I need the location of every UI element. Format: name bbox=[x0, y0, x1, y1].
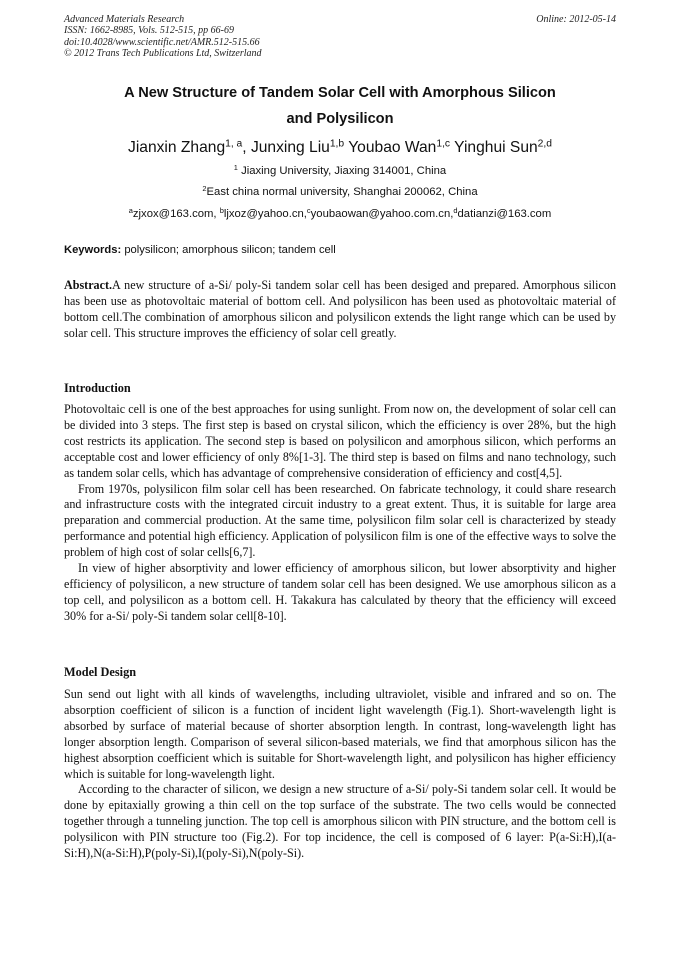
author-name: Yinghui Sun bbox=[454, 139, 538, 156]
online-date: Online: 2012-05-14 bbox=[536, 14, 616, 25]
paragraph: Photovoltaic cell is one of the best approaches for using sunlight. From now on, the development of solar cell can be divided into 3 steps. The first step is based on crystal silicon, which the efficiency is over 28%, but the high cost restricts its application. The second step is based on polysilicon and amorphous silicon, which performs an acceptable cost and lower efficiency of only 8%[1-3]. The third step is based on films and nano technology, such as tandem solar cells, which has advantage of comprehensive consideration of efficiency and cost[4,5]. bbox=[64, 402, 616, 480]
author-affiliation-mark: 1,c bbox=[436, 138, 451, 150]
email-mark: c bbox=[306, 205, 311, 215]
author-list: Jianxin Zhang$^{1, a}$, Junxing Liu$^{1,b}$ Youbao Wan$^{1,c}$ Yinghui Sun$^{2,d}$ bbox=[128, 138, 552, 156]
author-name: Youbao Wan bbox=[348, 139, 437, 156]
affiliation-2 bbox=[64, 185, 616, 200]
author-affiliation-mark: 2,d bbox=[537, 138, 552, 150]
introduction-body bbox=[64, 402, 616, 625]
affiliation-mark: 2 bbox=[202, 183, 207, 193]
email-address: datianzi@163.com bbox=[457, 208, 552, 220]
copyright-line: © 2012 Trans Tech Publications Ltd, Switzerland bbox=[64, 48, 262, 60]
affiliation-text: Jiaxing University, Jiaxing 314001, China bbox=[241, 165, 447, 177]
title-line-1: A New Structure of Tandem Solar Cell with Amorphous Silicon bbox=[124, 85, 556, 101]
keywords-text: polysilicon; amorphous silicon; tandem cell bbox=[124, 244, 336, 256]
abstract-label: Abstract. bbox=[64, 278, 113, 292]
affiliation-mark: 1 bbox=[233, 162, 238, 172]
email-address: zjxox@163.com, bbox=[132, 208, 217, 220]
affiliation-text: East china normal university, Shanghai 200062, China bbox=[206, 186, 478, 198]
email-address: youbaowan@yahoo.com.cn, bbox=[310, 208, 454, 220]
abstract bbox=[64, 278, 616, 342]
email-mark: b bbox=[219, 205, 224, 215]
section-heading-model-design: Model Design bbox=[64, 665, 137, 679]
paragraph: In view of higher absorptivity and lower efficiency of amorphous silicon, but lower absorptivity and higher efficiency of polysilicon, a new structure of tandem solar cell has been designed. We use amorphous silicon as a top cell, and polysilicon as a bottom cell. H. Takakura has calculated by theory that the efficiency will exceed 30% for a-Si/ poly-Si tandem solar cell[8-10]. bbox=[64, 561, 616, 623]
paragraph: Sun send out light with all kinds of wavelengths, including ultraviolet, visible and infrared and so on. The absorption coefficient of silicon is a function of incident light wavelength (Fig.1). Short-wavelength light is absorbed by surface of material because of shorter absorption length. In contrast, long-wavelength light has longer absorption length. Comparison of several silicon-based materials, we find that amorphous silicon has the highest absorption coefficient which is suitable for Short-wavelength light, and polysilicon has higher efficiency which is suitable for long-wavelength light. bbox=[64, 687, 616, 781]
email-mark: d bbox=[453, 205, 458, 215]
issn-line: ISSN: 1662-8985, Vols. 512-515, pp 66-69 bbox=[64, 25, 234, 37]
keywords bbox=[64, 243, 616, 258]
keywords-label: Keywords: bbox=[64, 244, 122, 256]
email-mark: a bbox=[128, 205, 133, 215]
doi-line: doi:10.4028/www.scientific.net/AMR.512-515.66 bbox=[64, 36, 260, 48]
paper-title bbox=[64, 80, 616, 132]
author-affiliation-mark: 1, a bbox=[225, 138, 243, 150]
model-design-body bbox=[64, 687, 616, 862]
email-address: ljxoz@yahoo.cn, bbox=[223, 208, 307, 220]
title-line-2: and Polysilicon bbox=[286, 111, 394, 127]
paragraph: According to the character of silicon, we design a new structure of a-Si/ poly-Si tandem solar cell. It would be done by epitaxially growing a thin cell on the top surface of the substrate. The two cells would be connected together through a tunneling junction. The top cell is amorphous silicon with PIN structure, and the bottom cell is polysilicon with PIN structure too (Fig.2). For top incidence, the cell is composed of 6 layer: P(a-Si:H),I(a-Si:H),N(a-Si:H),P(poly-Si),I(poly-Si),N(poly-Si). bbox=[64, 782, 616, 861]
journal-header bbox=[64, 14, 616, 60]
paragraph: From 1970s, polysilicon film solar cell has been researched. On fabricate technology, it could share research and infrastructure costs with the integrated circuit industry to a great extent. Thus, it is suitable for large area preparation and commercial production. At the same time, polysilicon film solar cell is characterized by steady performance and potential high efficiency. Application of polysilicon film is one of the effective ways to solve the problem of high cost of solar cells[6,7]. bbox=[64, 481, 616, 560]
email-list bbox=[64, 207, 616, 222]
author-affiliation-mark: 1,b bbox=[329, 138, 345, 150]
affiliation-1 bbox=[64, 164, 616, 179]
journal-name: Advanced Materials Research bbox=[64, 14, 185, 25]
abstract-text: A new structure of a-Si/ poly-Si tandem solar cell has been desiged and prepared. Amorphous silicon has been use as photovoltaic material of bottom cell. And polysilicon has been used as photovoltaic material of bottom cell.The combination of amorphous silicon and polysilicon extends the light range which can be used by solar cell. This structure improves the efficiency of solar cell greatly. bbox=[64, 278, 616, 340]
author-name: Jianxin Zhang bbox=[128, 139, 226, 156]
section-heading-introduction: Introduction bbox=[64, 381, 131, 395]
author-name: Junxing Liu bbox=[250, 139, 330, 156]
